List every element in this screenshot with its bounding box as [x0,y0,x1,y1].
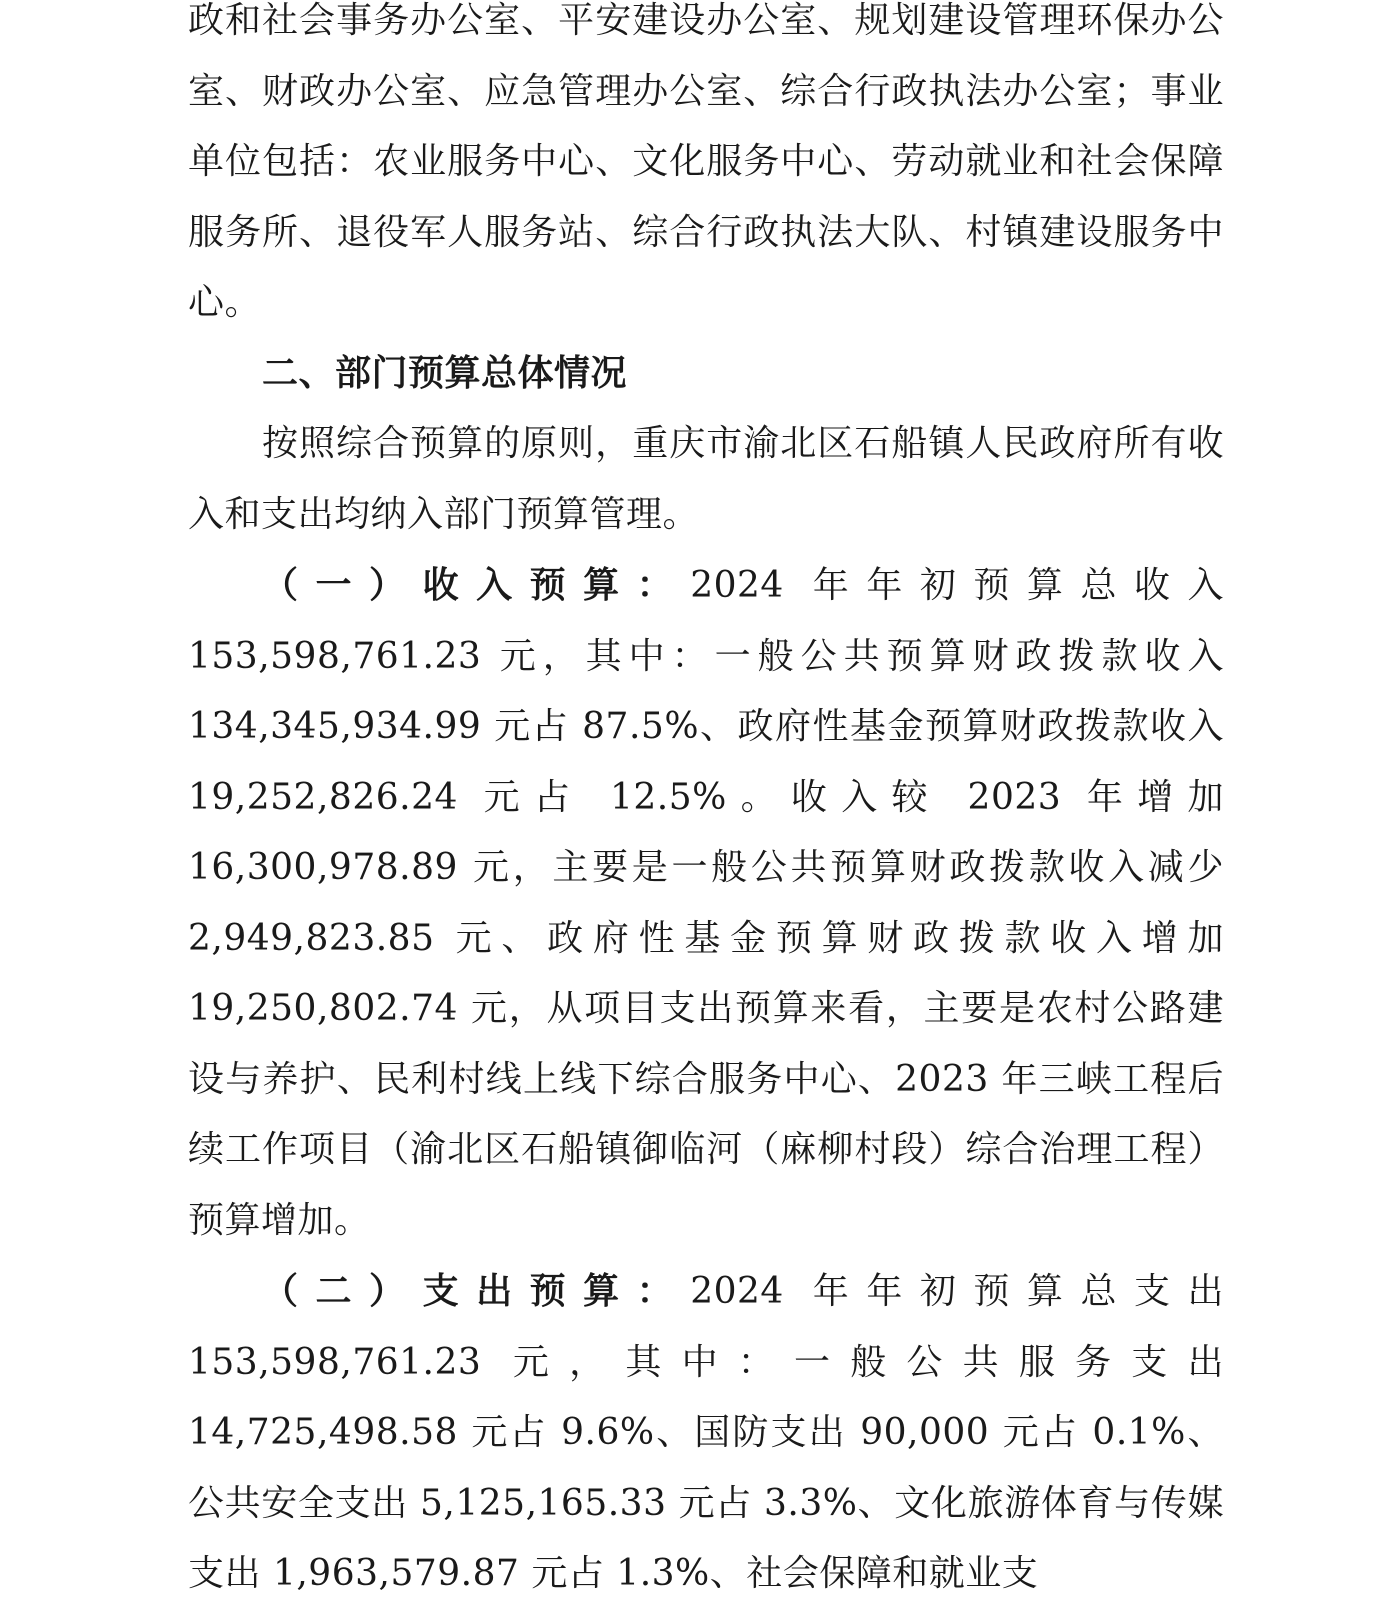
principle-paragraph: 按照综合预算的原则，重庆市渝北区石船镇人民政府所有收入和支出均纳入部门预算管理。 [188,423,1224,535]
expense-label: （二）支出预算： [262,1270,691,1312]
income-label: （一）收入预算： [262,564,691,606]
income-text: 2024 年年初预算总收入 153,598,761.23 元，其中：一般公共预算财政拨款收入 134,345,934.99 元占 87.5%、政府性基金预算财政拨款收入 19,252,826.24 元占 12.5%。收入较 2023 年增加 16,300,978.89 元，主要是一般公共预算财政拨款收入减少 2,949,823.85 元、政府性基金预算财政拨款收入增加 19,250,802.74 元，从项目支出预算来看，主要是农村公路建设与养护、民利村线上线下综合服务中心、2023 年三峡工程后续工作项目（渝北区石船镇御临河（麻柳村段）综合治理工程）预算增加。 [188,565,1224,1241]
income-paragraph [188,550,1224,1256]
section-heading: 二、部门预算总体情况 [262,352,628,394]
expense-paragraph [188,1256,1224,1610]
expense-text: 2024 年年初预算总支出 153,598,761.23 元，其中：一般公共服务支出 14,725,498.58 元占 9.6%、国防支出 90,000 元占 0.1%、公共安全支出 5,125,165.33 元占 3.3%、文化旅游体育与传媒支出 1,963,579.87 元占 1.3%、社会保障和就业支 [188,1271,1224,1594]
document-page [188,0,1224,1610]
intro-paragraph: 政和社会事务办公室、平安建设办公室、规划建设管理环保办公室、财政办公室、应急管理办公室、综合行政执法办公室；事业单位包括：农业服务中心、文化服务中心、劳动就业和社会保障服务所、退役军人服务站、综合行政执法大队、村镇建设服务中心。 [188,0,1224,323]
